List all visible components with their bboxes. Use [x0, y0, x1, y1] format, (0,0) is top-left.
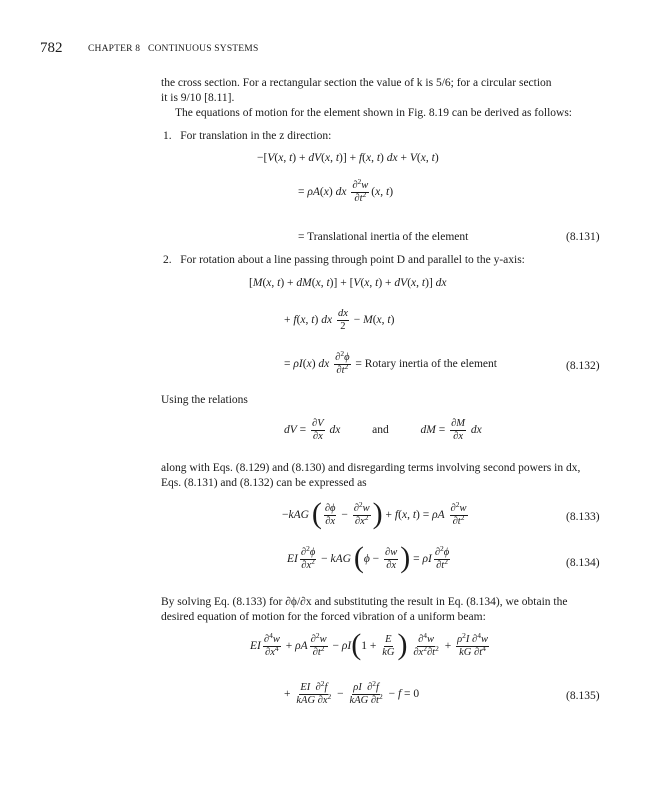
eq-134-number: (8.134)	[566, 557, 600, 569]
along-line-2: Eqs. (8.131) and (8.132) can be expressed as	[161, 477, 367, 489]
eq-131-line-3: = Translational inertia of the element	[298, 231, 469, 243]
eq-135-number: (8.135)	[566, 690, 600, 702]
eq-132-line-3: = ρI(x) dx $\frac{\partial^2\phi}{\partial t^2}$ = Rotary inertia of the element	[284, 349, 497, 376]
eq-131-line-1: −[V(x, t) + dV(x, t)] + f(x, t) dx + V(x, t)	[257, 152, 439, 164]
eq-131-line-2: = ρA(x) dx $\frac{\partial^2w}{\partial t^2}$ (x, t)	[298, 177, 394, 204]
eq-134: EI $\frac{\partial^2\phi}{\partial x^2}$ − kAG (ϕ − $\frac{\partial w}{\partial x}$ ) = ρI $\frac{\partial^2\phi}{\partial t^2}$	[287, 540, 450, 574]
intro-line-1: the cross section. For a rectangular section the value of k is 5/6; for a circular section	[161, 77, 552, 89]
item-2	[163, 254, 525, 266]
chapter-label: CHAPTER 8	[88, 44, 141, 54]
eq-133-number: (8.133)	[566, 511, 600, 523]
along-line-1: along with Eqs. (8.129) and (8.130) and disregarding terms involving second powers in dx,	[161, 462, 581, 474]
item-1-text: For translation in the z direction:	[180, 130, 332, 142]
page-number: 782	[40, 40, 63, 56]
eq-132-line-1: [M(x, t) + dM(x, t)] + [V(x, t) + dV(x, t)] dx	[249, 277, 447, 289]
eq-132-number: (8.132)	[566, 360, 600, 372]
relations-equations: dV = $\frac{\partial V}{\partial x}$ dx and dM = $\frac{\partial M}{\partial x}$ dx	[284, 418, 482, 442]
chapter-title: CONTINUOUS SYSTEMS	[147, 44, 259, 54]
and-word: and	[372, 424, 389, 437]
solving-line-1: By solving Eq. (8.133) for ∂ϕ/∂x and substituting the result in Eq. (8.134), we obtain the	[161, 596, 568, 608]
eq-133: −kAG ( $\frac{\partial\phi}{\partial x}$ − $\frac{\partial^2w}{\partial x^2}$ ) + f(x, t) = ρA $\frac{\partial^2w}{\partial t^2}$	[282, 496, 467, 530]
item-1	[163, 130, 331, 142]
using-relations: Using the relations	[161, 394, 248, 406]
intro-line-3: The equations of motion for the element shown in Fig. 8.19 can be derived as follows:	[175, 107, 572, 119]
eq-131-number: (8.131)	[566, 231, 600, 243]
eq-135-line-2: + EI ∂$^2$f kAG $\partial x^2$ − ρI ∂$^2$f kAG $\partial t^2$ − f = 0	[284, 679, 420, 706]
running-header	[88, 44, 258, 54]
eq-132-line-2: + f(x, t) dx $\frac{dx}{2}$ − M(x, t)	[284, 308, 395, 332]
intro-line-2: it is 9/10 [8.11].	[161, 92, 235, 104]
item-1-number: 1.	[163, 130, 172, 142]
item-2-number: 2.	[163, 254, 172, 266]
rotary-inertia-text: = Rotary inertia of the element	[355, 358, 497, 371]
item-2-text: For rotation about a line passing through point D and parallel to the y-axis:	[180, 254, 525, 266]
eq-135-line-1: EI $\frac{\partial^4w}{\partial x^4}$ + ρA $\frac{\partial^2w}{\partial t^2}$ − ρI(1 + $\frac{E}{kG}$ ) $\frac{\partial^4w}{\partial x^2\partial t^2}$ + $\frac{\rho^2I \partial^4w}{kG \partial t^4}$	[250, 627, 488, 661]
solving-line-2: desired equation of motion for the forced vibration of a uniform beam:	[161, 611, 486, 623]
